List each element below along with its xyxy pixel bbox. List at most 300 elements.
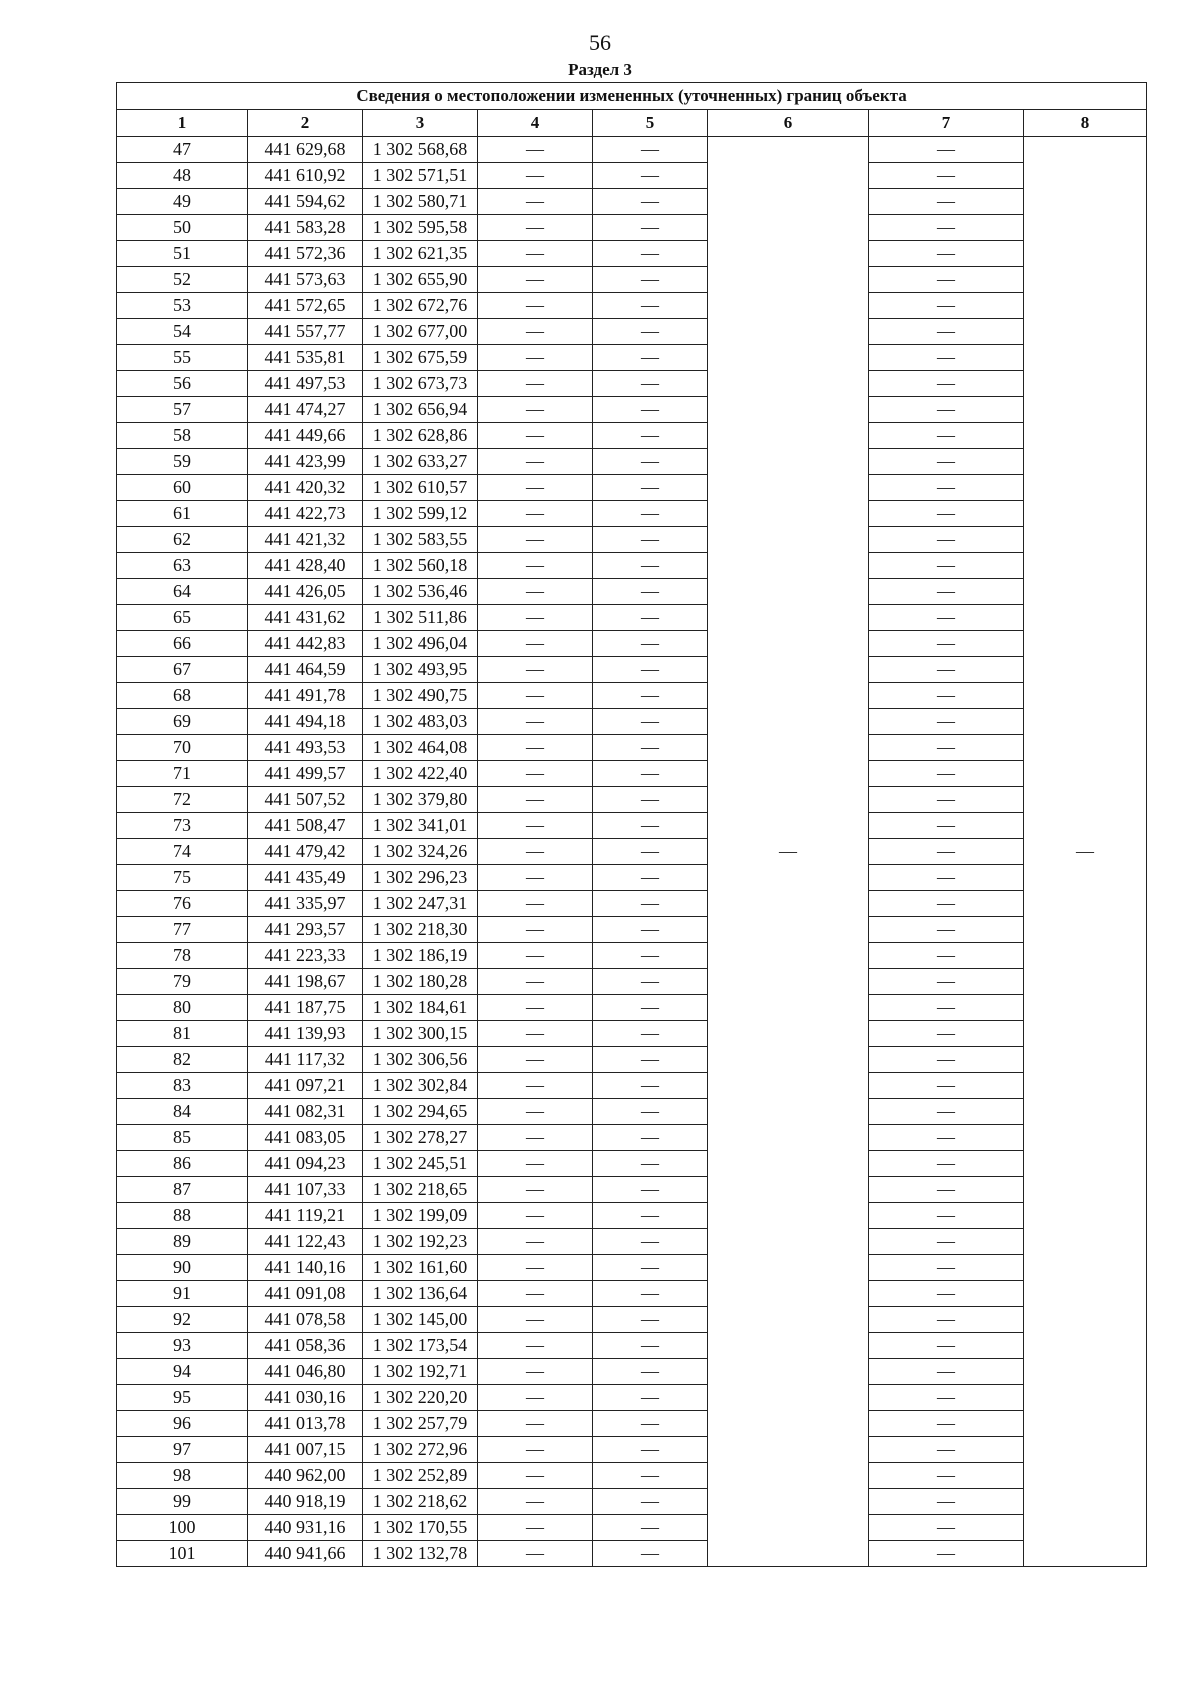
column-4-cell: — xyxy=(478,1151,593,1177)
column-4-cell: — xyxy=(478,319,593,345)
table-row xyxy=(117,1099,1147,1125)
column-4-cell: — xyxy=(478,709,593,735)
y-coordinate-cell: 1 302 184,61 xyxy=(363,995,478,1021)
column-4-cell: — xyxy=(478,293,593,319)
column-5-cell: — xyxy=(593,1073,708,1099)
column-4-cell: — xyxy=(478,1307,593,1333)
point-number-cell: 77 xyxy=(117,917,248,943)
point-number-cell: 58 xyxy=(117,423,248,449)
column-4-cell: — xyxy=(478,657,593,683)
table-row xyxy=(117,241,1147,267)
table-row xyxy=(117,1073,1147,1099)
y-coordinate-cell: 1 302 464,08 xyxy=(363,735,478,761)
point-number-cell: 83 xyxy=(117,1073,248,1099)
point-number-cell: 99 xyxy=(117,1489,248,1515)
column-7-cell: — xyxy=(869,1411,1024,1437)
column-7-cell: — xyxy=(869,943,1024,969)
x-coordinate-cell: 441 449,66 xyxy=(248,423,363,449)
point-number-cell: 55 xyxy=(117,345,248,371)
column-7-cell: — xyxy=(869,1255,1024,1281)
table-row xyxy=(117,293,1147,319)
x-coordinate-cell: 440 918,19 xyxy=(248,1489,363,1515)
table-row xyxy=(117,1281,1147,1307)
table-row xyxy=(117,1515,1147,1541)
point-number-cell: 74 xyxy=(117,839,248,865)
point-number-cell: 75 xyxy=(117,865,248,891)
table-row xyxy=(117,527,1147,553)
column-7-cell: — xyxy=(869,423,1024,449)
x-coordinate-cell: 441 083,05 xyxy=(248,1125,363,1151)
column-7-cell: — xyxy=(869,137,1024,163)
y-coordinate-cell: 1 302 186,19 xyxy=(363,943,478,969)
column-number: 3 xyxy=(363,110,478,137)
point-number-cell: 82 xyxy=(117,1047,248,1073)
point-number-cell: 96 xyxy=(117,1411,248,1437)
section-title: Раздел 3 xyxy=(568,60,632,79)
column-4-cell: — xyxy=(478,1333,593,1359)
column-7-cell: — xyxy=(869,1333,1024,1359)
table-row xyxy=(117,969,1147,995)
column-7-cell: — xyxy=(869,1515,1024,1541)
column-5-cell: — xyxy=(593,1047,708,1073)
x-coordinate-cell: 441 572,65 xyxy=(248,293,363,319)
y-coordinate-cell: 1 302 220,20 xyxy=(363,1385,478,1411)
column-7-cell: — xyxy=(869,839,1024,865)
column-5-cell: — xyxy=(593,137,708,163)
column-7-cell: — xyxy=(869,735,1024,761)
y-coordinate-cell: 1 302 324,26 xyxy=(363,839,478,865)
x-coordinate-cell: 441 420,32 xyxy=(248,475,363,501)
y-coordinate-cell: 1 302 610,57 xyxy=(363,475,478,501)
column-5-cell: — xyxy=(593,319,708,345)
y-coordinate-cell: 1 302 511,86 xyxy=(363,605,478,631)
y-coordinate-cell: 1 302 560,18 xyxy=(363,553,478,579)
column-number-row xyxy=(117,110,1147,137)
x-coordinate-cell: 441 122,43 xyxy=(248,1229,363,1255)
point-number-cell: 72 xyxy=(117,787,248,813)
column-4-cell: — xyxy=(478,917,593,943)
column-5-cell: — xyxy=(593,657,708,683)
table-row xyxy=(117,1359,1147,1385)
x-coordinate-cell: 441 557,77 xyxy=(248,319,363,345)
column-7-cell: — xyxy=(869,761,1024,787)
table-row xyxy=(117,839,1147,865)
x-coordinate-cell: 441 464,59 xyxy=(248,657,363,683)
table-row xyxy=(117,735,1147,761)
table-row xyxy=(117,449,1147,475)
column-7-cell: — xyxy=(869,1385,1024,1411)
column-7-cell: — xyxy=(869,371,1024,397)
y-coordinate-cell: 1 302 568,68 xyxy=(363,137,478,163)
table-row xyxy=(117,865,1147,891)
point-number-cell: 81 xyxy=(117,1021,248,1047)
column-4-cell: — xyxy=(478,475,593,501)
column-4-cell: — xyxy=(478,1463,593,1489)
y-coordinate-cell: 1 302 170,55 xyxy=(363,1515,478,1541)
point-number-cell: 90 xyxy=(117,1255,248,1281)
table-row xyxy=(117,215,1147,241)
table-body xyxy=(117,137,1147,1567)
table-row xyxy=(117,1489,1147,1515)
y-coordinate-cell: 1 302 655,90 xyxy=(363,267,478,293)
x-coordinate-cell: 441 508,47 xyxy=(248,813,363,839)
column-5-cell: — xyxy=(593,683,708,709)
table-row xyxy=(117,1177,1147,1203)
table-row xyxy=(117,345,1147,371)
page-number: 56 xyxy=(589,30,611,55)
y-coordinate-cell: 1 302 633,27 xyxy=(363,449,478,475)
x-coordinate-cell: 441 198,67 xyxy=(248,969,363,995)
x-coordinate-cell: 441 479,42 xyxy=(248,839,363,865)
column-7-cell: — xyxy=(869,579,1024,605)
column-4-cell: — xyxy=(478,787,593,813)
table-row xyxy=(117,397,1147,423)
column-5-cell: — xyxy=(593,163,708,189)
column-4-cell: — xyxy=(478,1203,593,1229)
table-row xyxy=(117,1229,1147,1255)
table-row xyxy=(117,761,1147,787)
y-coordinate-cell: 1 302 257,79 xyxy=(363,1411,478,1437)
table-row xyxy=(117,1255,1147,1281)
x-coordinate-cell: 441 046,80 xyxy=(248,1359,363,1385)
table-row xyxy=(117,917,1147,943)
y-coordinate-cell: 1 302 595,58 xyxy=(363,215,478,241)
column-4-cell: — xyxy=(478,1177,593,1203)
x-coordinate-cell: 441 594,62 xyxy=(248,189,363,215)
table-row xyxy=(117,943,1147,969)
column-5-cell: — xyxy=(593,1541,708,1567)
column-4-cell: — xyxy=(478,1255,593,1281)
column-number: 6 xyxy=(708,110,869,137)
x-coordinate-cell: 441 422,73 xyxy=(248,501,363,527)
table-row xyxy=(117,189,1147,215)
column-4-cell: — xyxy=(478,1125,593,1151)
x-coordinate-cell: 441 474,27 xyxy=(248,397,363,423)
column-4-cell: — xyxy=(478,397,593,423)
table-row xyxy=(117,1307,1147,1333)
point-number-cell: 100 xyxy=(117,1515,248,1541)
point-number-cell: 88 xyxy=(117,1203,248,1229)
table-row xyxy=(117,163,1147,189)
column-4-cell: — xyxy=(478,735,593,761)
column-7-cell: — xyxy=(869,1541,1024,1567)
column-5-cell: — xyxy=(593,1255,708,1281)
column-5-cell: — xyxy=(593,761,708,787)
column-7-cell: — xyxy=(869,917,1024,943)
column-7-cell: — xyxy=(869,553,1024,579)
column-5-cell: — xyxy=(593,1281,708,1307)
x-coordinate-cell: 441 428,40 xyxy=(248,553,363,579)
table-row xyxy=(117,1385,1147,1411)
point-number-cell: 52 xyxy=(117,267,248,293)
column-5-cell: — xyxy=(593,501,708,527)
y-coordinate-cell: 1 302 180,28 xyxy=(363,969,478,995)
x-coordinate-cell: 441 442,83 xyxy=(248,631,363,657)
column-5-cell: — xyxy=(593,1203,708,1229)
table-row xyxy=(117,1203,1147,1229)
x-coordinate-cell: 440 931,16 xyxy=(248,1515,363,1541)
column-4-cell: — xyxy=(478,215,593,241)
column-8-merged-cell: — xyxy=(1024,137,1147,1567)
column-5-cell: — xyxy=(593,267,708,293)
column-7-cell: — xyxy=(869,1073,1024,1099)
point-number-cell: 53 xyxy=(117,293,248,319)
table-row xyxy=(117,995,1147,1021)
y-coordinate-cell: 1 302 296,23 xyxy=(363,865,478,891)
column-4-cell: — xyxy=(478,1385,593,1411)
x-coordinate-cell: 440 962,00 xyxy=(248,1463,363,1489)
table-row xyxy=(117,553,1147,579)
column-5-cell: — xyxy=(593,865,708,891)
table-row xyxy=(117,267,1147,293)
x-coordinate-cell: 441 187,75 xyxy=(248,995,363,1021)
y-coordinate-cell: 1 302 341,01 xyxy=(363,813,478,839)
table-row xyxy=(117,1021,1147,1047)
y-coordinate-cell: 1 302 245,51 xyxy=(363,1151,478,1177)
column-4-cell: — xyxy=(478,527,593,553)
table-row xyxy=(117,319,1147,345)
column-7-cell: — xyxy=(869,189,1024,215)
column-4-cell: — xyxy=(478,189,593,215)
column-4-cell: — xyxy=(478,1437,593,1463)
point-number-cell: 57 xyxy=(117,397,248,423)
column-7-cell: — xyxy=(869,163,1024,189)
column-4-cell: — xyxy=(478,579,593,605)
column-7-cell: — xyxy=(869,813,1024,839)
column-5-cell: — xyxy=(593,1229,708,1255)
column-7-cell: — xyxy=(869,1203,1024,1229)
column-4-cell: — xyxy=(478,1515,593,1541)
column-4-cell: — xyxy=(478,631,593,657)
column-4-cell: — xyxy=(478,943,593,969)
y-coordinate-cell: 1 302 536,46 xyxy=(363,579,478,605)
column-4-cell: — xyxy=(478,423,593,449)
column-4-cell: — xyxy=(478,839,593,865)
column-7-cell: — xyxy=(869,657,1024,683)
table-row xyxy=(117,1333,1147,1359)
y-coordinate-cell: 1 302 379,80 xyxy=(363,787,478,813)
y-coordinate-cell: 1 302 422,40 xyxy=(363,761,478,787)
x-coordinate-cell: 441 013,78 xyxy=(248,1411,363,1437)
point-number-cell: 78 xyxy=(117,943,248,969)
point-number-cell: 56 xyxy=(117,371,248,397)
column-5-cell: — xyxy=(593,1463,708,1489)
column-7-cell: — xyxy=(869,345,1024,371)
point-number-cell: 87 xyxy=(117,1177,248,1203)
y-coordinate-cell: 1 302 493,95 xyxy=(363,657,478,683)
point-number-cell: 95 xyxy=(117,1385,248,1411)
point-number-cell: 51 xyxy=(117,241,248,267)
column-7-cell: — xyxy=(869,709,1024,735)
column-5-cell: — xyxy=(593,891,708,917)
table-row xyxy=(117,1151,1147,1177)
x-coordinate-cell: 441 007,15 xyxy=(248,1437,363,1463)
table-row xyxy=(117,709,1147,735)
column-5-cell: — xyxy=(593,943,708,969)
x-coordinate-cell: 441 119,21 xyxy=(248,1203,363,1229)
x-coordinate-cell: 441 091,08 xyxy=(248,1281,363,1307)
column-5-cell: — xyxy=(593,813,708,839)
column-7-cell: — xyxy=(869,1177,1024,1203)
point-number-cell: 67 xyxy=(117,657,248,683)
column-4-cell: — xyxy=(478,267,593,293)
column-4-cell: — xyxy=(478,1541,593,1567)
y-coordinate-cell: 1 302 571,51 xyxy=(363,163,478,189)
x-coordinate-cell: 441 058,36 xyxy=(248,1333,363,1359)
y-coordinate-cell: 1 302 675,59 xyxy=(363,345,478,371)
column-7-cell: — xyxy=(869,1229,1024,1255)
column-5-cell: — xyxy=(593,709,708,735)
y-coordinate-cell: 1 302 132,78 xyxy=(363,1541,478,1567)
column-number: 7 xyxy=(869,110,1024,137)
point-number-cell: 86 xyxy=(117,1151,248,1177)
column-7-cell: — xyxy=(869,1281,1024,1307)
y-coordinate-cell: 1 302 199,09 xyxy=(363,1203,478,1229)
column-5-cell: — xyxy=(593,1359,708,1385)
column-7-cell: — xyxy=(869,1307,1024,1333)
table-row xyxy=(117,631,1147,657)
point-number-cell: 64 xyxy=(117,579,248,605)
column-4-cell: — xyxy=(478,891,593,917)
point-number-cell: 47 xyxy=(117,137,248,163)
column-4-cell: — xyxy=(478,553,593,579)
x-coordinate-cell: 441 107,33 xyxy=(248,1177,363,1203)
y-coordinate-cell: 1 302 173,54 xyxy=(363,1333,478,1359)
column-4-cell: — xyxy=(478,1047,593,1073)
column-5-cell: — xyxy=(593,1411,708,1437)
point-number-cell: 60 xyxy=(117,475,248,501)
column-4-cell: — xyxy=(478,761,593,787)
x-coordinate-cell: 441 491,78 xyxy=(248,683,363,709)
x-coordinate-cell: 441 629,68 xyxy=(248,137,363,163)
column-5-cell: — xyxy=(593,735,708,761)
y-coordinate-cell: 1 302 218,65 xyxy=(363,1177,478,1203)
column-4-cell: — xyxy=(478,969,593,995)
column-5-cell: — xyxy=(593,527,708,553)
column-4-cell: — xyxy=(478,1411,593,1437)
x-coordinate-cell: 441 426,05 xyxy=(248,579,363,605)
point-number-cell: 92 xyxy=(117,1307,248,1333)
x-coordinate-cell: 441 082,31 xyxy=(248,1099,363,1125)
column-5-cell: — xyxy=(593,553,708,579)
column-5-cell: — xyxy=(593,1099,708,1125)
column-number: 2 xyxy=(248,110,363,137)
y-coordinate-cell: 1 302 218,30 xyxy=(363,917,478,943)
column-5-cell: — xyxy=(593,1515,708,1541)
column-7-cell: — xyxy=(869,995,1024,1021)
point-number-cell: 65 xyxy=(117,605,248,631)
point-number-cell: 94 xyxy=(117,1359,248,1385)
column-number: 5 xyxy=(593,110,708,137)
y-coordinate-cell: 1 302 247,31 xyxy=(363,891,478,917)
column-5-cell: — xyxy=(593,449,708,475)
y-coordinate-cell: 1 302 161,60 xyxy=(363,1255,478,1281)
column-5-cell: — xyxy=(593,1125,708,1151)
point-number-cell: 62 xyxy=(117,527,248,553)
x-coordinate-cell: 441 499,57 xyxy=(248,761,363,787)
column-5-cell: — xyxy=(593,397,708,423)
column-number: 4 xyxy=(478,110,593,137)
point-number-cell: 84 xyxy=(117,1099,248,1125)
column-5-cell: — xyxy=(593,605,708,631)
x-coordinate-cell: 441 494,18 xyxy=(248,709,363,735)
column-5-cell: — xyxy=(593,995,708,1021)
table-row xyxy=(117,813,1147,839)
table-row xyxy=(117,501,1147,527)
x-coordinate-cell: 441 117,32 xyxy=(248,1047,363,1073)
point-number-cell: 66 xyxy=(117,631,248,657)
y-coordinate-cell: 1 302 656,94 xyxy=(363,397,478,423)
y-coordinate-cell: 1 302 677,00 xyxy=(363,319,478,345)
table-row xyxy=(117,683,1147,709)
column-4-cell: — xyxy=(478,371,593,397)
x-coordinate-cell: 441 223,33 xyxy=(248,943,363,969)
column-7-cell: — xyxy=(869,1125,1024,1151)
x-coordinate-cell: 441 097,21 xyxy=(248,1073,363,1099)
table-row xyxy=(117,787,1147,813)
point-number-cell: 50 xyxy=(117,215,248,241)
column-7-cell: — xyxy=(869,267,1024,293)
column-5-cell: — xyxy=(593,1151,708,1177)
column-5-cell: — xyxy=(593,189,708,215)
x-coordinate-cell: 441 335,97 xyxy=(248,891,363,917)
x-coordinate-cell: 440 941,66 xyxy=(248,1541,363,1567)
column-4-cell: — xyxy=(478,163,593,189)
column-5-cell: — xyxy=(593,345,708,371)
x-coordinate-cell: 441 572,36 xyxy=(248,241,363,267)
y-coordinate-cell: 1 302 599,12 xyxy=(363,501,478,527)
column-7-cell: — xyxy=(869,319,1024,345)
x-coordinate-cell: 441 030,16 xyxy=(248,1385,363,1411)
table-row xyxy=(117,657,1147,683)
column-7-cell: — xyxy=(869,1489,1024,1515)
point-number-cell: 54 xyxy=(117,319,248,345)
x-coordinate-cell: 441 535,81 xyxy=(248,345,363,371)
column-5-cell: — xyxy=(593,839,708,865)
y-coordinate-cell: 1 302 672,76 xyxy=(363,293,478,319)
x-coordinate-cell: 441 583,28 xyxy=(248,215,363,241)
point-number-cell: 85 xyxy=(117,1125,248,1151)
column-7-cell: — xyxy=(869,631,1024,657)
table-row xyxy=(117,1437,1147,1463)
column-5-cell: — xyxy=(593,787,708,813)
column-5-cell: — xyxy=(593,969,708,995)
column-5-cell: — xyxy=(593,1307,708,1333)
column-5-cell: — xyxy=(593,293,708,319)
column-4-cell: — xyxy=(478,865,593,891)
column-7-cell: — xyxy=(869,787,1024,813)
column-7-cell: — xyxy=(869,293,1024,319)
x-coordinate-cell: 441 493,53 xyxy=(248,735,363,761)
y-coordinate-cell: 1 302 302,84 xyxy=(363,1073,478,1099)
column-4-cell: — xyxy=(478,501,593,527)
column-7-cell: — xyxy=(869,527,1024,553)
column-7-cell: — xyxy=(869,1047,1024,1073)
boundary-coordinates-table xyxy=(116,82,1147,1567)
table-row xyxy=(117,423,1147,449)
column-4-cell: — xyxy=(478,1281,593,1307)
column-7-cell: — xyxy=(869,475,1024,501)
point-number-cell: 61 xyxy=(117,501,248,527)
column-5-cell: — xyxy=(593,917,708,943)
column-number: 1 xyxy=(117,110,248,137)
y-coordinate-cell: 1 302 136,64 xyxy=(363,1281,478,1307)
point-number-cell: 70 xyxy=(117,735,248,761)
point-number-cell: 59 xyxy=(117,449,248,475)
table-row xyxy=(117,137,1147,163)
table-row xyxy=(117,1125,1147,1151)
point-number-cell: 93 xyxy=(117,1333,248,1359)
